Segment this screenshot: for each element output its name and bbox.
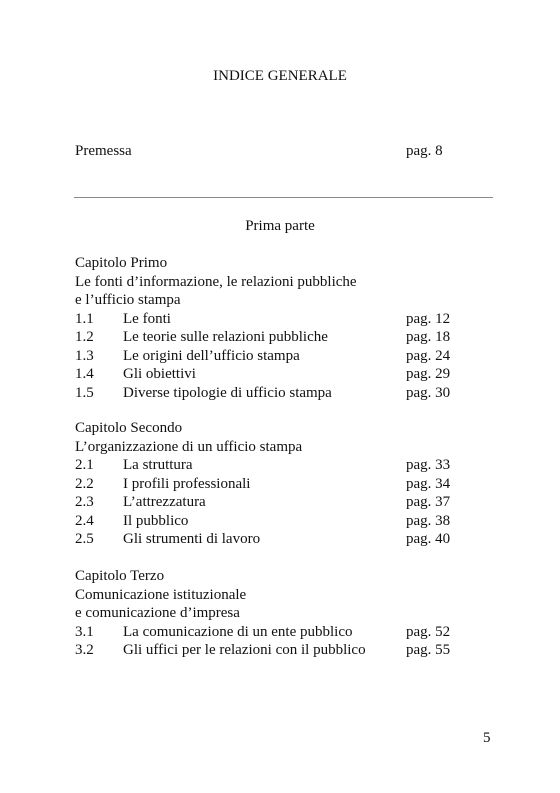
entry-number: 2.5 [75,531,94,547]
entry-page: pag. 18 [406,329,451,345]
entry-number: 3.1 [75,623,94,640]
chapter-heading: Capitolo Terzo [75,568,165,584]
premessa-page: pag. 8 [406,143,443,159]
toc-entry [75,475,495,494]
chapter-heading: Capitolo Primo [75,255,168,271]
toc-entry [75,493,495,512]
entry-title: Le teorie sulle relazioni pubbliche [123,329,328,345]
entry-number: 1.3 [75,347,94,364]
entry-page: pag. 52 [406,623,451,640]
chapter-subtitle: L’organizzazione di un ufficio stampa [75,438,303,455]
chapter-heading: Capitolo Secondo [75,420,183,436]
page-title: INDICE GENERALE [213,68,347,84]
entry-page: pag. 30 [406,384,451,401]
chapter-1 [75,254,495,402]
entry-number: 2.4 [75,512,94,529]
part-title: Prima parte [245,218,315,234]
chapter-3 [75,567,495,660]
entry-page: pag. 29 [406,366,451,382]
entry-title: I profili professionali [123,475,251,492]
toc-entry [75,530,495,549]
toc-entry [75,328,495,347]
entry-title: La struttura [123,457,193,473]
divider-line [74,197,493,198]
page-number: 5 [483,730,491,746]
toc-entry [75,310,495,329]
toc-entry [75,384,495,403]
toc-entry [75,347,495,366]
entry-title: Le fonti [123,310,171,327]
entry-number: 2.3 [75,494,94,510]
entry-title: La comunicazione di un ente pubblico [123,623,353,640]
entry-number: 1.4 [75,366,94,382]
chapter-subtitle: Comunicazione istituzionale [75,586,247,603]
entry-page: pag. 33 [406,457,451,473]
entry-title: Gli strumenti di lavoro [123,531,261,547]
toc-entry [75,512,495,531]
chapter-subtitle: e comunicazione d’impresa [75,605,240,621]
entry-number: 1.2 [75,329,94,345]
entry-number: 3.2 [75,642,94,658]
entry-title: Gli obiettivi [123,366,196,382]
toc-entry [75,623,495,642]
entry-number: 1.1 [75,310,94,327]
entry-page: pag. 55 [406,642,451,658]
toc-entry [75,641,495,660]
entry-title: L’attrezzatura [123,494,206,510]
entry-page: pag. 38 [406,512,451,529]
entry-title: Il pubblico [123,512,189,529]
entry-page: pag. 40 [406,531,451,547]
entry-number: 2.1 [75,457,94,473]
entry-page: pag. 37 [406,494,451,510]
premessa-label: Premessa [75,143,132,159]
toc-entry [75,365,495,384]
chapter-2 [75,419,495,549]
chapter-subtitle: Le fonti d’informazione, le relazioni pubbliche [75,273,357,290]
entry-page: pag. 12 [406,310,451,327]
toc-entry [75,456,495,475]
entry-title: Diverse tipologie di ufficio stampa [123,384,332,401]
chapter-subtitle: e l’ufficio stampa [75,292,181,308]
entry-title: Gli uffici per le relazioni con il pubblico [123,642,366,658]
entry-page: pag. 34 [406,475,451,492]
entry-page: pag. 24 [406,347,451,364]
entry-title: Le origini dell’ufficio stampa [123,347,300,364]
entry-number: 2.2 [75,475,94,492]
entry-number: 1.5 [75,384,94,401]
